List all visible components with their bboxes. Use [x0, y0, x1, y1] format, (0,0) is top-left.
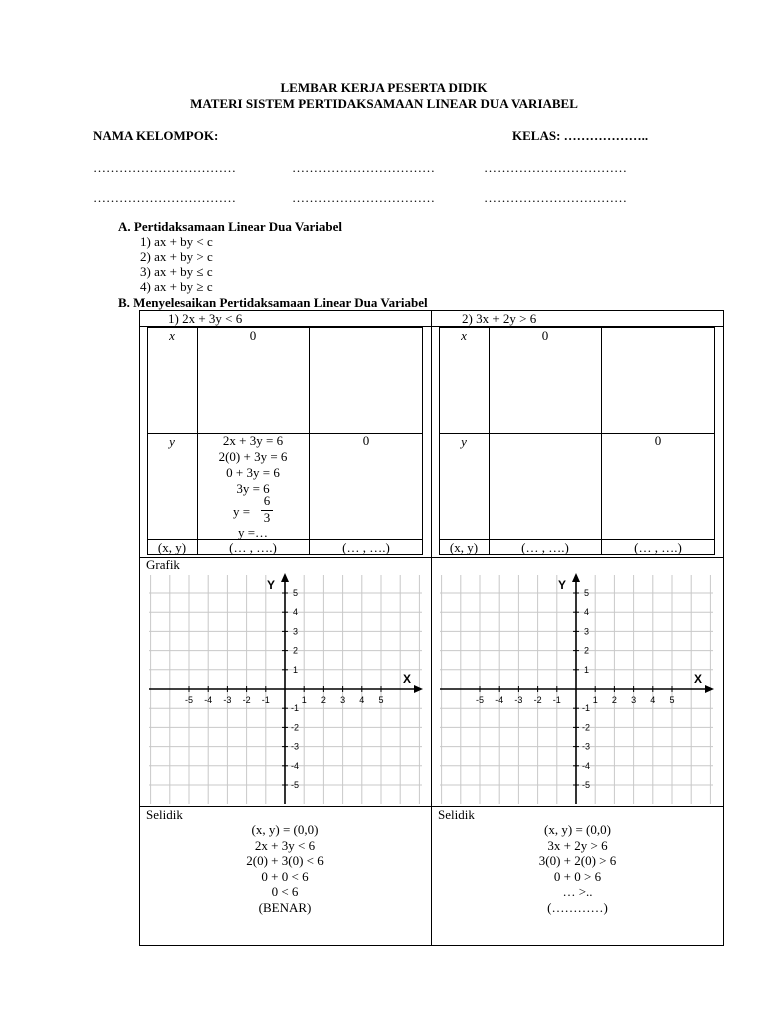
left-x-label: x: [169, 328, 175, 343]
left-check-line: 0 + 0 < 6: [261, 869, 309, 884]
y-tick-label: 5: [293, 588, 299, 598]
y-tick-label: -4: [291, 760, 300, 771]
blank-line: ……………………………: [484, 190, 627, 205]
left-y-fraction-num: 6: [263, 493, 271, 508]
right-check-label: Selidik: [438, 807, 475, 822]
left-x-value: 0: [249, 328, 257, 343]
right-y-label: y: [461, 434, 467, 449]
right-check-line: 3(0) + 2(0) > 6: [538, 853, 617, 868]
y-tick-label: 3: [293, 626, 299, 637]
y-axis-arrow: [572, 573, 580, 582]
y-tick-label: 1: [584, 664, 590, 675]
y-tick-label: -2: [582, 722, 591, 733]
right-x-label: x: [461, 328, 467, 343]
blank-line: ……………………………: [93, 190, 236, 205]
left-y-fraction-den: 3: [263, 510, 271, 525]
blank-line: ……………………………: [292, 190, 435, 205]
left-pair-2: (… , ….): [342, 540, 390, 555]
right-check-line: 3x + 2y > 6: [547, 838, 608, 853]
left-xy-label: (x, y): [157, 540, 187, 555]
x-tick-label: -5: [184, 695, 194, 705]
x-tick-label: -4: [495, 695, 504, 705]
inequality-item: 3) ax + by ≤ c: [140, 264, 213, 279]
x-tick-label: -3: [514, 695, 523, 705]
left-check-label: Selidik: [146, 807, 183, 822]
left-y-final: y =…: [237, 525, 269, 540]
y-tick-label: -3: [291, 741, 300, 752]
y-axis-label: Y: [267, 578, 276, 592]
right-y-value-2: 0: [654, 433, 662, 448]
x-tick-label: 3: [631, 695, 637, 705]
y-tick-label: 1: [293, 664, 299, 675]
y-tick-label: 4: [293, 607, 299, 618]
x-tick-label: 4: [359, 695, 365, 705]
y-tick-label: 3: [584, 626, 590, 637]
graph-row-divider: [139, 557, 724, 558]
right-check-line: … >..: [562, 884, 593, 899]
x-axis-label: X: [694, 672, 703, 686]
section-b-heading: B. Menyelesaikan Pertidaksamaan Linear Dua Variabel: [118, 295, 428, 310]
right-check-line: (x, y) = (0,0): [544, 822, 611, 837]
graph-label: Grafik: [146, 557, 180, 572]
blank-line: ……………………………: [292, 160, 435, 175]
left-y-step: 3y = 6: [236, 481, 270, 496]
y-tick-label: -5: [291, 780, 300, 790]
blank-line: ……………………………: [484, 160, 627, 175]
right-pair-2: (… , ….): [634, 540, 682, 555]
x-tick-label: -2: [242, 695, 251, 705]
y-tick-label: 2: [584, 645, 590, 656]
left-check-result: (BENAR): [258, 900, 312, 915]
y-axis-label: Y: [558, 578, 567, 592]
y-tick-label: -4: [582, 760, 591, 771]
x-tick-label: 3: [340, 695, 346, 705]
y-tick-label: 5: [584, 588, 590, 598]
y-tick-label: -1: [582, 703, 591, 714]
left-y-label: y: [169, 434, 175, 449]
x-tick-label: -4: [204, 695, 213, 705]
x-tick-label: 1: [301, 695, 307, 705]
x-tick-label: -3: [223, 695, 232, 705]
left-check-line: 2x + 3y < 6: [254, 838, 316, 853]
y-tick-label: 2: [293, 645, 299, 656]
right-check-result: (…………): [547, 900, 608, 915]
x-axis-label: X: [403, 672, 412, 686]
x-tick-label: 5: [378, 695, 384, 705]
x-tick-label: 2: [611, 695, 617, 705]
right-problem-title: 2) 3x + 2y > 6: [462, 311, 537, 326]
right-col-divider-1: [489, 327, 490, 555]
left-y-step: 2x + 3y = 6: [222, 433, 284, 448]
blank-line: ……………………………: [93, 160, 236, 175]
x-tick-label: -1: [261, 695, 270, 705]
right-coordinate-grid: [437, 570, 717, 806]
title-line-2: MATERI SISTEM PERTIDAKSAMAAN LINEAR DUA VARIABEL: [190, 96, 578, 111]
left-y-fraction-lhs: y =: [233, 504, 251, 519]
class-label: KELAS: ………………..: [512, 128, 649, 143]
left-check-line: 2(0) + 3(0) < 6: [246, 853, 324, 868]
group-name-label: NAMA KELOMPOK:: [93, 128, 219, 143]
y-tick-label: -3: [582, 741, 591, 752]
y-tick-label: -2: [291, 722, 300, 733]
left-check-line: 0 < 6: [271, 884, 299, 899]
left-pair-1: (… , ….): [229, 540, 277, 555]
inequality-item: 4) ax + by ≥ c: [140, 279, 213, 294]
inequality-item: 2) ax + by > c: [140, 249, 213, 264]
left-problem-title: 1) 2x + 3y < 6: [168, 311, 243, 326]
x-tick-label: -2: [533, 695, 542, 705]
y-tick-label: -1: [291, 703, 300, 714]
x-axis-arrow: [705, 685, 714, 693]
y-tick-label: -5: [582, 780, 591, 790]
x-tick-label: 2: [320, 695, 326, 705]
left-y-value-2: 0: [362, 433, 370, 448]
x-tick-label: -1: [552, 695, 561, 705]
left-check-line: (x, y) = (0,0): [251, 822, 319, 837]
right-xy-label: (x, y): [449, 540, 479, 555]
x-tick-label: 5: [669, 695, 675, 705]
x-axis-arrow: [414, 685, 423, 693]
title-line-1: LEMBAR KERJA PESERTA DIDIK: [280, 80, 488, 95]
x-tick-label: -5: [475, 695, 485, 705]
left-y-step: 0 + 3y = 6: [226, 465, 280, 480]
x-tick-label: 4: [650, 695, 656, 705]
left-y-step: 2(0) + 3y = 6: [218, 449, 288, 464]
y-axis-arrow: [281, 573, 289, 582]
inequality-item: 1) ax + by < c: [140, 234, 213, 249]
left-coordinate-grid: [146, 570, 426, 806]
x-tick-label: 1: [592, 695, 598, 705]
right-pair-1: (… , ….): [521, 540, 569, 555]
y-tick-label: 4: [584, 607, 590, 618]
right-check-line: 0 + 0 > 6: [553, 869, 602, 884]
check-row-divider: [139, 806, 724, 807]
section-a-heading: A. Pertidaksamaan Linear Dua Variabel: [118, 219, 343, 234]
right-x-value: 0: [541, 328, 549, 343]
